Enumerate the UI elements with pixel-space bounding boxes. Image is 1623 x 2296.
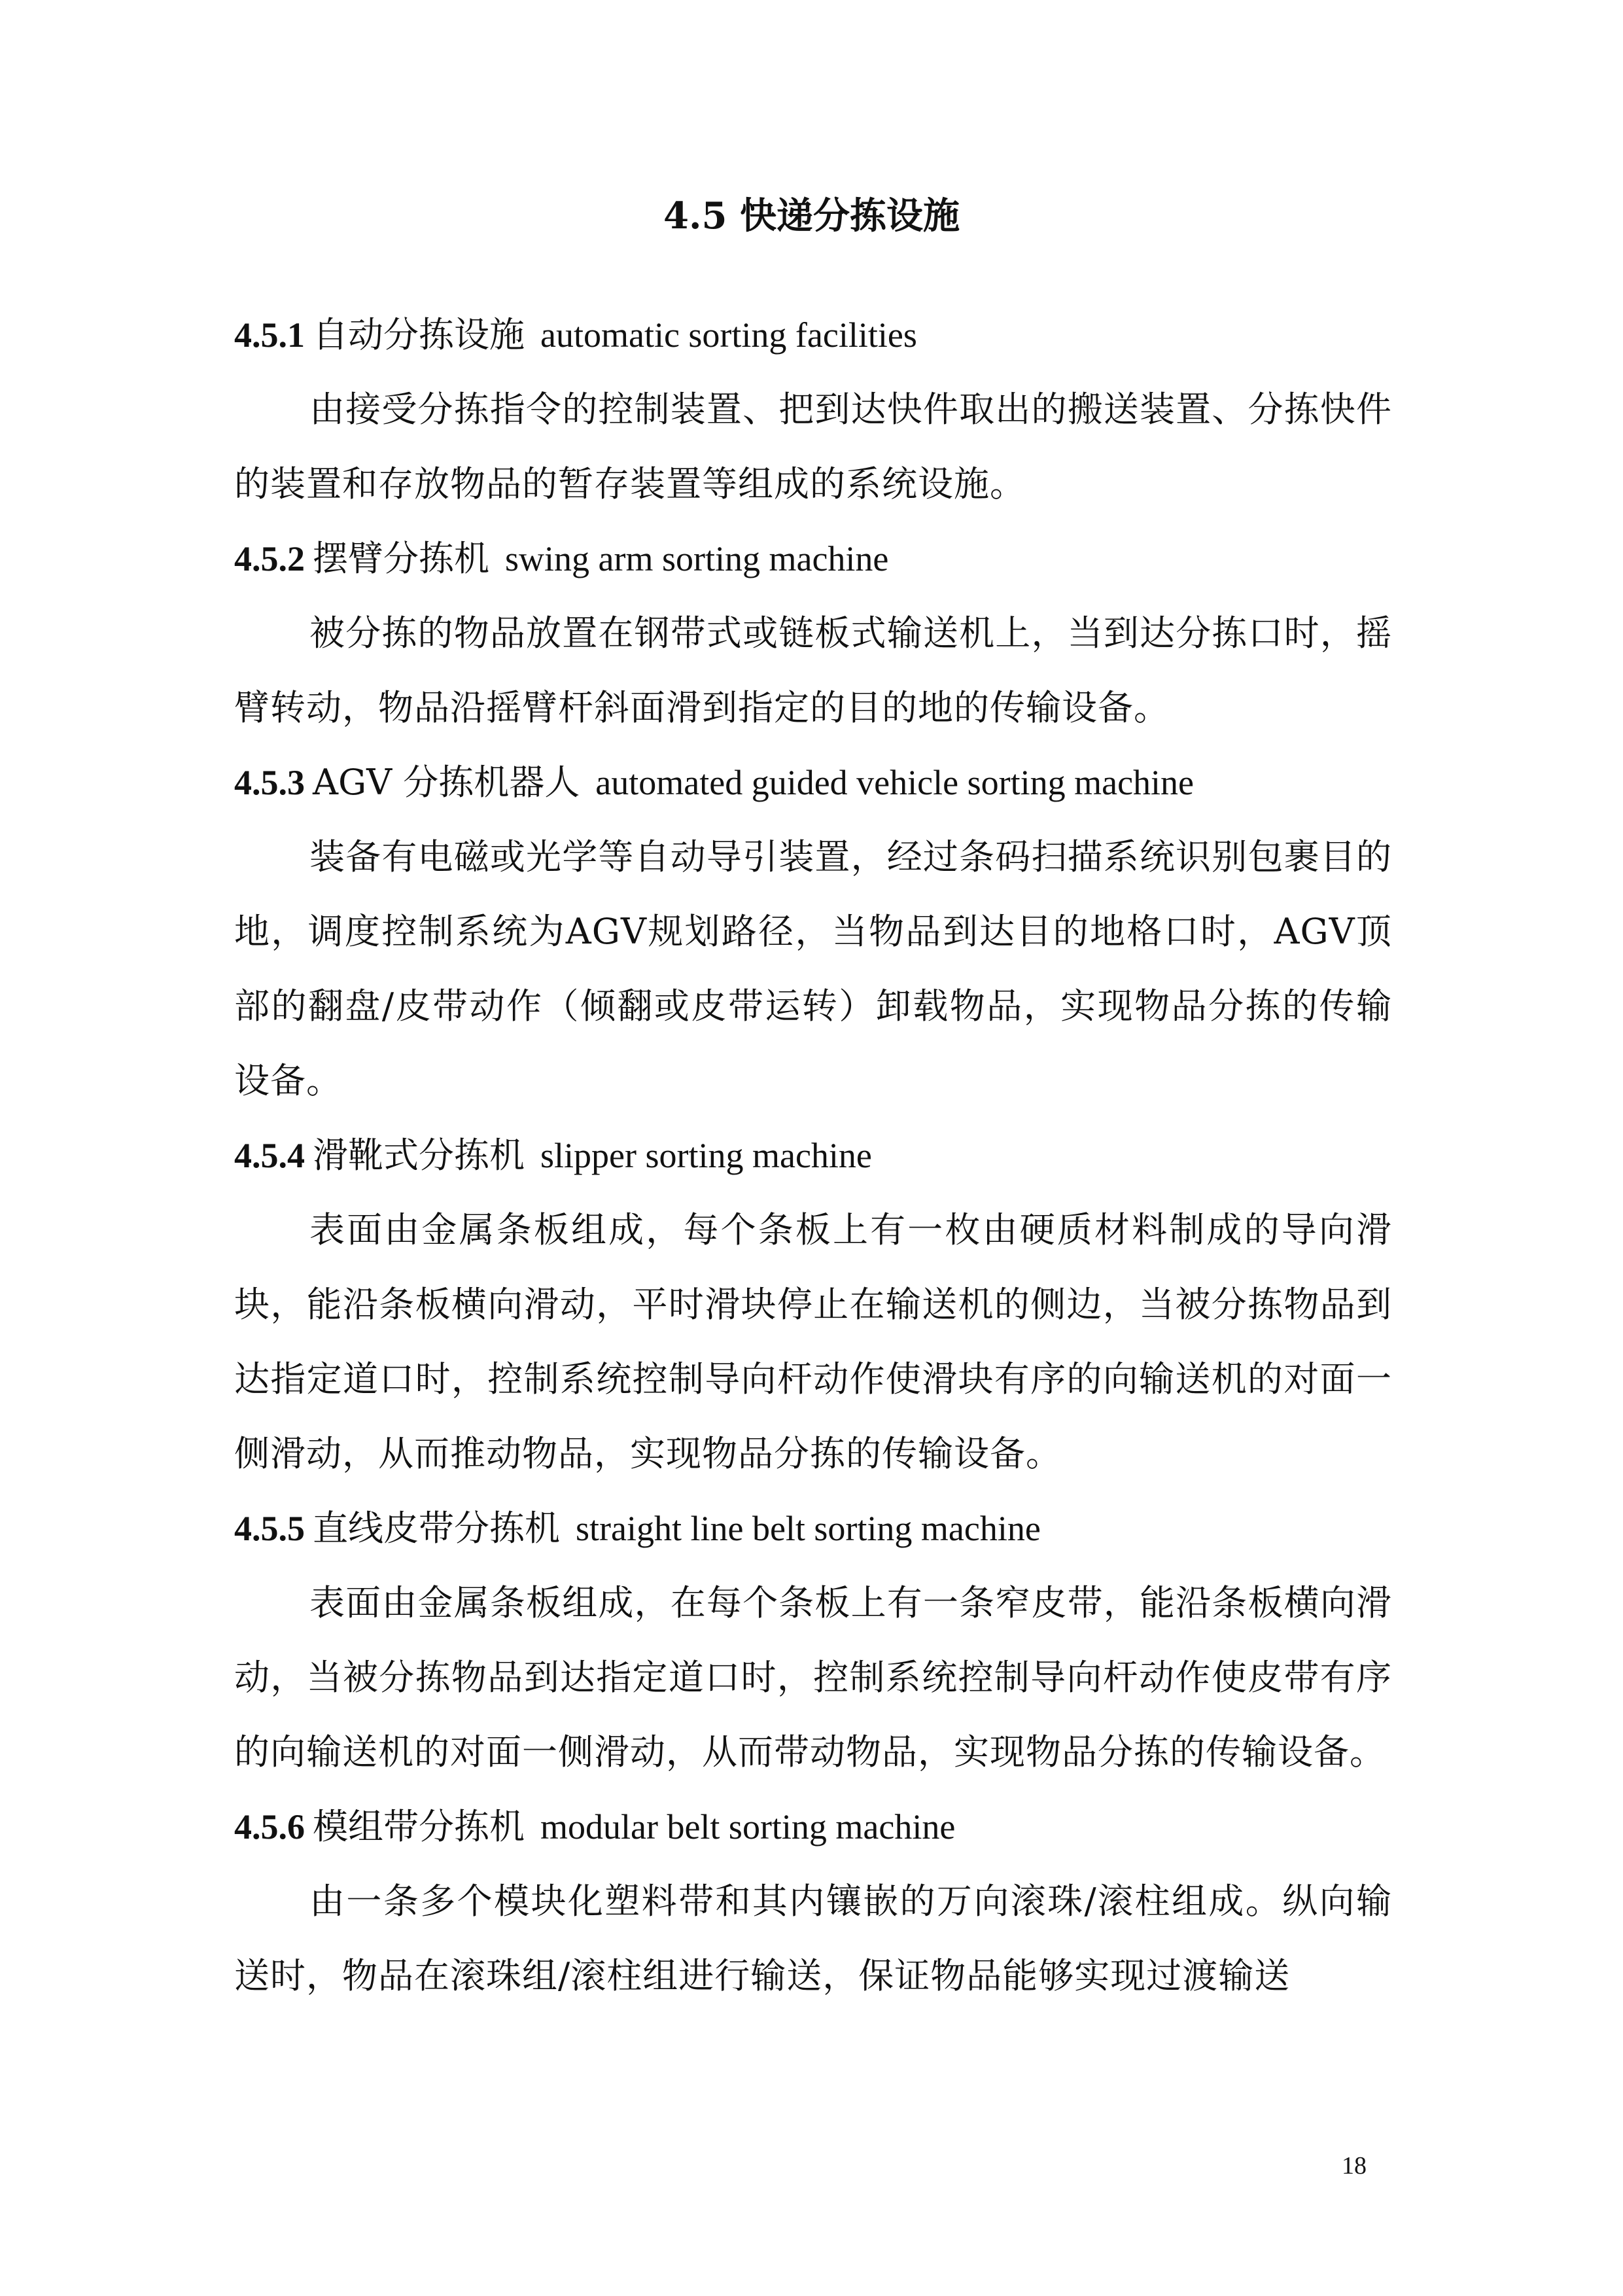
term-definition: 装备有电磁或光学等自动导引装置，经过条码扫描系统识别包裹目的地，调度控制系统为AGV规划路径，当物品到达目的地格口时，AGV顶部的翻盘/皮带动作（倾翻或皮带运转）卸载物品，实现物品分拣的传输设备。: [234, 836, 1392, 1101]
term-chinese: 直线皮带分拣机: [313, 1508, 560, 1549]
term-english: swing arm sorting machine: [505, 539, 889, 578]
term-heading-4-5-6: [234, 1790, 1392, 1864]
term-chinese: AGV 分拣机器人: [313, 762, 580, 803]
term-number: 4.5.3: [234, 763, 305, 802]
term-heading-4-5-3: [234, 745, 1392, 820]
term-heading-4-5-2: [234, 521, 1392, 596]
term-english: straight line belt sorting machine: [576, 1509, 1041, 1548]
section-title: 4.5 快递分拣设施: [663, 194, 960, 238]
term-number: 4.5.5: [234, 1509, 305, 1548]
term-english: slipper sorting machine: [540, 1136, 872, 1175]
term-chinese: 摆臂分拣机: [313, 538, 489, 579]
term-number: 4.5.2: [234, 539, 305, 578]
term-chinese: 滑靴式分拣机: [313, 1135, 525, 1176]
term-chinese: 模组带分拣机: [313, 1806, 525, 1847]
term-chinese: 自动分拣设施: [313, 314, 525, 355]
term-number: 4.5.6: [234, 1807, 305, 1846]
term-definition: 表面由金属条板组成，每个条板上有一枚由硬质材料制成的导向滑块，能沿条板横向滑动，平时滑块停止在输送机的侧边，当被分拣物品到达指定道口时，控制系统控制导向杆动作使滑块有序的向输送机的对面一侧滑动，从而推动物品，实现物品分拣的传输设备。: [234, 1209, 1392, 1474]
term-definition: 由一条多个模块化塑料带和其内镶嵌的万向滚珠/滚柱组成。纵向输送时，物品在滚珠组/滚柱组进行输送，保证物品能够实现过渡输送: [234, 1881, 1392, 1996]
term-definition: 由接受分拣指令的控制装置、把到达快件取出的搬送装置、分拣快件的装置和存放物品的暂存装置等组成的系统设施。: [234, 389, 1392, 504]
term-definition: 被分拣的物品放置在钢带式或链板式输送机上，当到达分拣口时，摇臂转动，物品沿摇臂杆斜面滑到指定的目的地的传输设备。: [234, 612, 1392, 728]
term-definition: 表面由金属条板组成，在每个条板上有一条窄皮带，能沿条板横向滑动，当被分拣物品到达指定道口时，控制系统控制导向杆动作使皮带有序的向输送机的对面一侧滑动，从而带动物品，实现物品分拣的传输设备。: [234, 1582, 1392, 1773]
term-english: modular belt sorting machine: [540, 1807, 956, 1846]
term-heading-4-5-5: [234, 1491, 1392, 1566]
term-heading-4-5-4: [234, 1118, 1392, 1193]
term-english: automated guided vehicle sorting machine: [595, 763, 1195, 802]
term-english: automatic sorting facilities: [540, 315, 917, 355]
document-body: [234, 298, 1392, 2013]
page-number: 18: [1342, 2152, 1367, 2180]
term-number: 4.5.1: [234, 315, 305, 355]
term-heading-4-5-1: [234, 298, 1392, 372]
term-number: 4.5.4: [234, 1136, 305, 1175]
